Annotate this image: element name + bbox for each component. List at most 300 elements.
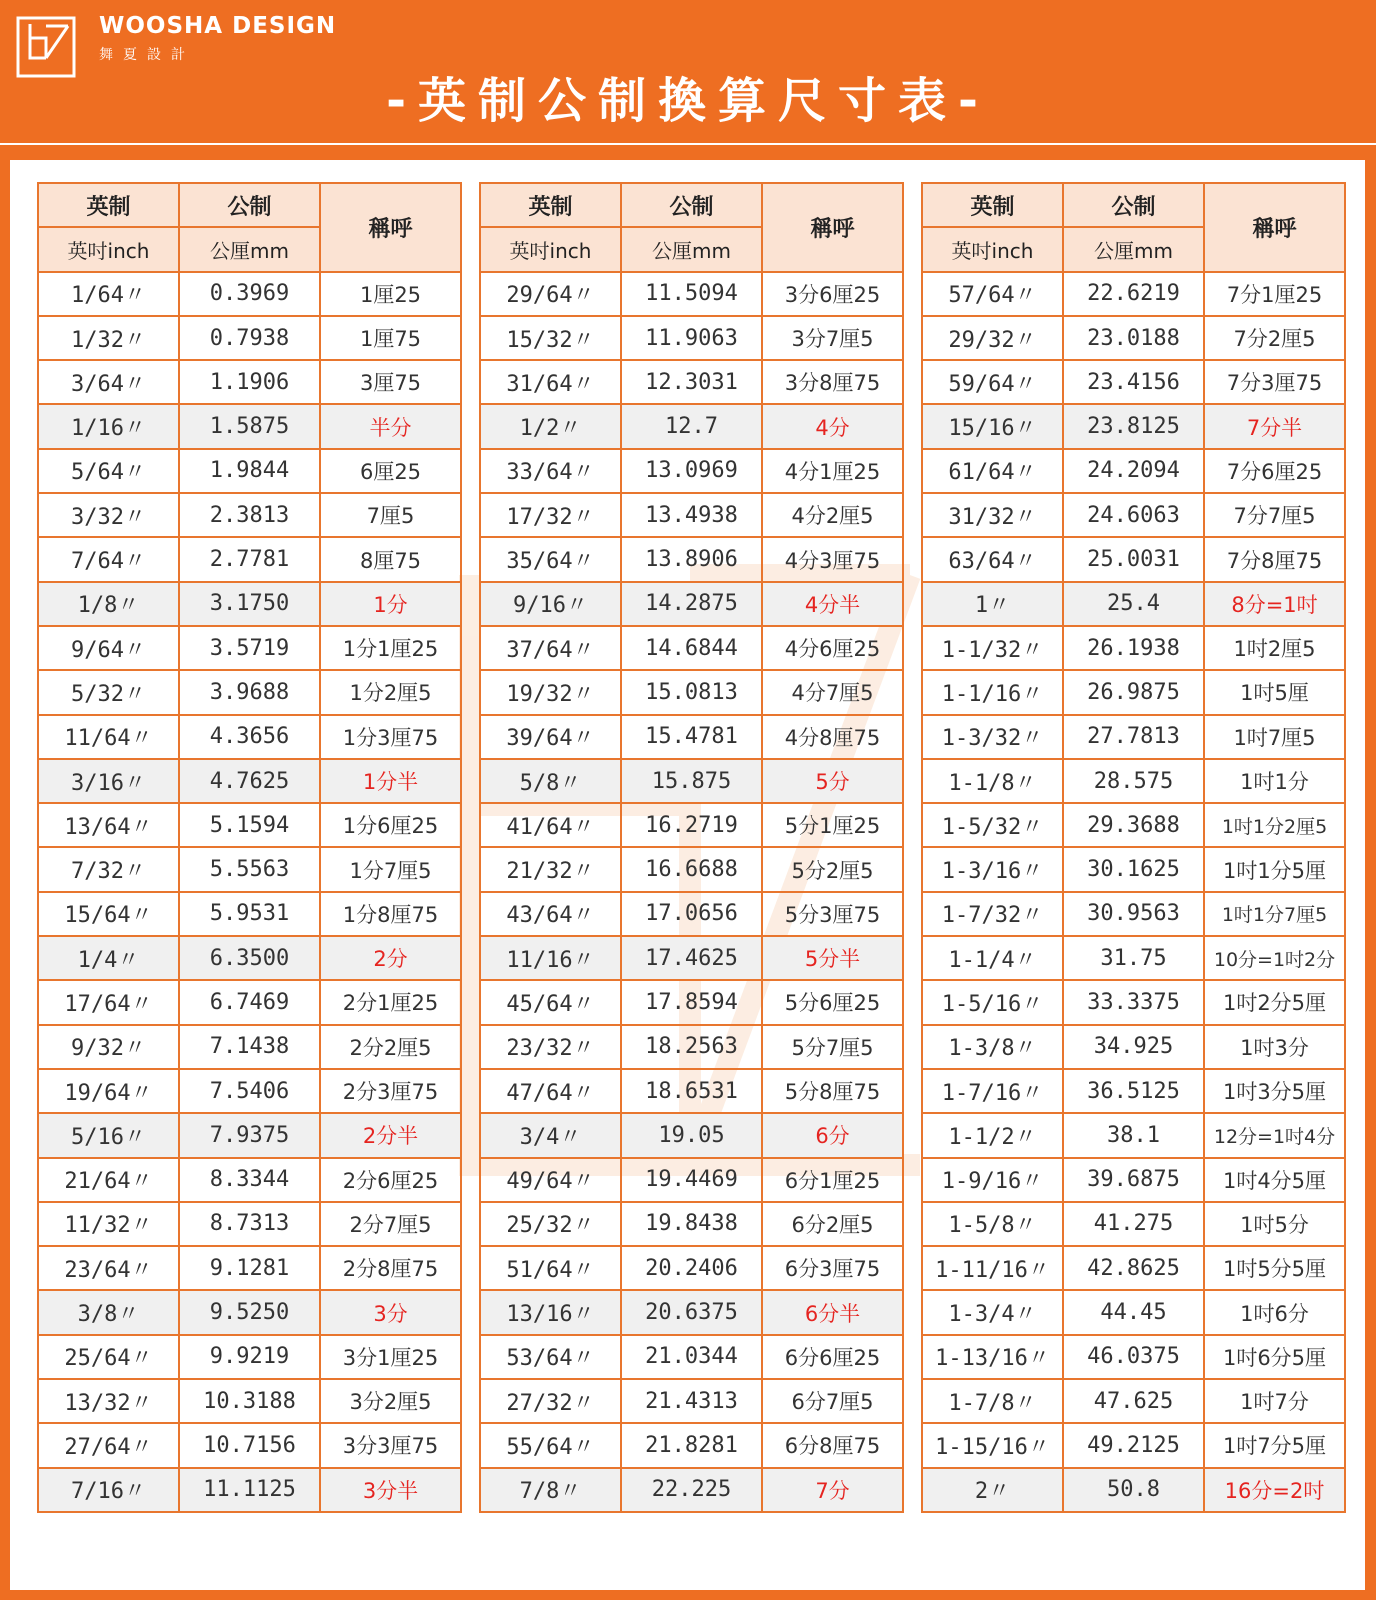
table-row [480,493,903,537]
inch-cell: 1/32〃 [38,316,179,360]
mm-cell: 15.4781 [621,715,762,759]
common-name-cell: 1分3厘75 [320,715,461,759]
mm-cell: 2.7781 [179,537,320,581]
inch-cell: 1/8〃 [38,582,179,626]
table-row [922,1069,1345,1113]
table-row [922,847,1345,891]
mm-cell: 17.0656 [621,892,762,936]
table-row [480,1202,903,1246]
mm-cell: 5.5563 [179,847,320,891]
common-name-cell: 6分7厘5 [762,1379,903,1423]
common-name-cell: 6分1厘25 [762,1158,903,1202]
brand-name: WOOSHA DESIGN [99,13,337,39]
common-name-cell: 3分8厘75 [762,360,903,404]
inch-cell: 53/64〃 [480,1335,621,1379]
common-name-cell: 7分7厘5 [1204,493,1345,537]
mm-cell: 9.5250 [179,1290,320,1334]
inch-cell: 33/64〃 [480,449,621,493]
common-name-cell: 7厘5 [320,493,461,537]
common-name-cell: 1分8厘75 [320,892,461,936]
mm-cell: 1.9844 [179,449,320,493]
header-common-name: 稱呼 [762,183,903,272]
mm-cell: 46.0375 [1063,1335,1204,1379]
common-name-cell: 7分 [762,1468,903,1512]
header-imperial: 英制 [480,183,621,227]
mm-cell: 4.7625 [179,759,320,803]
mm-cell: 15.875 [621,759,762,803]
table-row [38,1158,461,1202]
inch-cell: 27/32〃 [480,1379,621,1423]
table-row [38,803,461,847]
mm-cell: 49.2125 [1063,1423,1204,1467]
inch-cell: 25/32〃 [480,1202,621,1246]
common-name-cell: 1吋6分 [1204,1290,1345,1334]
mm-cell: 13.0969 [621,449,762,493]
table-row [922,1025,1345,1069]
table-row [480,626,903,670]
table-row [480,1290,903,1334]
common-name-cell: 5分2厘5 [762,847,903,891]
table-row [480,360,903,404]
common-name-cell: 3分2厘5 [320,1379,461,1423]
table-row [922,1290,1345,1334]
table-row [922,582,1345,626]
inch-cell: 11/16〃 [480,936,621,980]
table-row [922,404,1345,448]
mm-cell: 9.1281 [179,1246,320,1290]
inch-cell: 1-7/32〃 [922,892,1063,936]
inch-cell: 25/64〃 [38,1335,179,1379]
inch-cell: 1-1/16〃 [922,670,1063,714]
mm-cell: 12.3031 [621,360,762,404]
common-name-cell: 3分1厘25 [320,1335,461,1379]
common-name-cell: 6分3厘75 [762,1246,903,1290]
inch-cell: 3/4〃 [480,1113,621,1157]
inch-cell: 2〃 [922,1468,1063,1512]
inch-cell: 29/64〃 [480,272,621,316]
inch-cell: 13/64〃 [38,803,179,847]
table-row [922,980,1345,1024]
mm-cell: 21.8281 [621,1423,762,1467]
table-row [480,1379,903,1423]
table-row [38,537,461,581]
page-title: -英制公制換算尺寸表- [386,73,990,129]
inch-cell: 61/64〃 [922,449,1063,493]
table-row [922,537,1345,581]
mm-cell: 31.75 [1063,936,1204,980]
mm-cell: 5.9531 [179,892,320,936]
mm-cell: 6.7469 [179,980,320,1024]
inch-cell: 7/64〃 [38,537,179,581]
table-row [922,759,1345,803]
inch-cell: 3/64〃 [38,360,179,404]
inch-cell: 17/64〃 [38,980,179,1024]
table-row [922,1202,1345,1246]
table-row [480,670,903,714]
inch-cell: 1-11/16〃 [922,1246,1063,1290]
header-mm: 公厘mm [1063,227,1204,271]
inch-cell: 55/64〃 [480,1423,621,1467]
header-metric: 公制 [179,183,320,227]
inch-cell: 15/32〃 [480,316,621,360]
common-name-cell: 3分3厘75 [320,1423,461,1467]
mm-cell: 8.7313 [179,1202,320,1246]
inch-cell: 15/64〃 [38,892,179,936]
inch-cell: 3/16〃 [38,759,179,803]
common-name-cell: 半分 [320,404,461,448]
common-name-cell: 7分6厘25 [1204,449,1345,493]
table-row [480,449,903,493]
mm-cell: 10.7156 [179,1423,320,1467]
common-name-cell: 7分3厘75 [1204,360,1345,404]
table-row [480,892,903,936]
inch-cell: 11/64〃 [38,715,179,759]
table-row [480,980,903,1024]
inch-cell: 1-1/2〃 [922,1113,1063,1157]
mm-cell: 11.5094 [621,272,762,316]
mm-cell: 27.7813 [1063,715,1204,759]
inch-cell: 1-5/16〃 [922,980,1063,1024]
mm-cell: 26.1938 [1063,626,1204,670]
table-row [38,1468,461,1512]
table-row [922,360,1345,404]
table-row [38,1069,461,1113]
mm-cell: 34.925 [1063,1025,1204,1069]
table-row [922,670,1345,714]
table-row [480,1423,903,1467]
mm-cell: 20.2406 [621,1246,762,1290]
common-name-cell: 1吋7分5厘 [1204,1423,1345,1467]
inch-cell: 1-3/16〃 [922,847,1063,891]
inch-cell: 39/64〃 [480,715,621,759]
table-row [38,670,461,714]
common-name-cell: 1吋1分2厘5 [1204,803,1345,847]
common-name-cell: 5分1厘25 [762,803,903,847]
header-imperial: 英制 [38,183,179,227]
table-row [480,847,903,891]
common-name-cell: 4分8厘75 [762,715,903,759]
common-name-cell: 1吋5分 [1204,1202,1345,1246]
mm-cell: 20.6375 [621,1290,762,1334]
inch-cell: 1-15/16〃 [922,1423,1063,1467]
table-row [38,582,461,626]
mm-cell: 41.275 [1063,1202,1204,1246]
common-name-cell: 7分2厘5 [1204,316,1345,360]
common-name-cell: 1吋7分 [1204,1379,1345,1423]
mm-cell: 24.2094 [1063,449,1204,493]
table-row [922,1158,1345,1202]
mm-cell: 5.1594 [179,803,320,847]
mm-cell: 12.7 [621,404,762,448]
header-inch: 英吋inch [38,227,179,271]
common-name-cell: 6厘25 [320,449,461,493]
brand-subtitle: 舞夏設計 [99,47,195,63]
common-name-cell: 4分2厘5 [762,493,903,537]
table-row [38,936,461,980]
mm-cell: 30.9563 [1063,892,1204,936]
common-name-cell: 5分7厘5 [762,1025,903,1069]
inch-cell: 1-5/8〃 [922,1202,1063,1246]
inch-cell: 59/64〃 [922,360,1063,404]
inch-cell: 1〃 [922,582,1063,626]
mm-cell: 14.2875 [621,582,762,626]
table-row [480,404,903,448]
common-name-cell: 7分半 [1204,404,1345,448]
mm-cell: 7.9375 [179,1113,320,1157]
common-name-cell: 2分3厘75 [320,1069,461,1113]
conversion-table-1 [37,182,462,1513]
common-name-cell: 7分1厘25 [1204,272,1345,316]
mm-cell: 33.3375 [1063,980,1204,1024]
common-name-cell: 5分3厘75 [762,892,903,936]
table-row [922,1246,1345,1290]
table-row [480,715,903,759]
table-row [480,272,903,316]
common-name-cell: 1吋1分 [1204,759,1345,803]
inch-cell: 1/4〃 [38,936,179,980]
inch-cell: 7/8〃 [480,1468,621,1512]
inch-cell: 5/8〃 [480,759,621,803]
mm-cell: 22.6219 [1063,272,1204,316]
mm-cell: 2.3813 [179,493,320,537]
inch-cell: 1-1/32〃 [922,626,1063,670]
common-name-cell: 3分7厘5 [762,316,903,360]
common-name-cell: 16分=2吋 [1204,1468,1345,1512]
mm-cell: 21.0344 [621,1335,762,1379]
inch-cell: 23/64〃 [38,1246,179,1290]
table-row [38,272,461,316]
table-row [480,582,903,626]
inch-cell: 1-13/16〃 [922,1335,1063,1379]
common-name-cell: 1厘75 [320,316,461,360]
table-row [922,1113,1345,1157]
common-name-cell: 5分8厘75 [762,1069,903,1113]
common-name-cell: 4分半 [762,582,903,626]
common-name-cell: 7分8厘75 [1204,537,1345,581]
common-name-cell: 6分8厘75 [762,1423,903,1467]
common-name-cell: 1分7厘5 [320,847,461,891]
table-row [38,847,461,891]
table-row [922,715,1345,759]
table-row [922,626,1345,670]
conversion-table-2 [479,182,904,1513]
inch-cell: 1-7/16〃 [922,1069,1063,1113]
mm-cell: 7.1438 [179,1025,320,1069]
table-row [480,759,903,803]
common-name-cell: 2分7厘5 [320,1202,461,1246]
header-common-name: 稱呼 [320,183,461,272]
common-name-cell: 8厘75 [320,537,461,581]
mm-cell: 1.1906 [179,360,320,404]
inch-cell: 3/8〃 [38,1290,179,1334]
table-row [480,1468,903,1512]
common-name-cell: 1吋2厘5 [1204,626,1345,670]
common-name-cell: 1分半 [320,759,461,803]
inch-cell: 13/32〃 [38,1379,179,1423]
inch-cell: 19/32〃 [480,670,621,714]
mm-cell: 23.4156 [1063,360,1204,404]
table-row [922,272,1345,316]
header-imperial: 英制 [922,183,1063,227]
inch-cell: 9/32〃 [38,1025,179,1069]
table-row [38,892,461,936]
inch-cell: 11/32〃 [38,1202,179,1246]
mm-cell: 26.9875 [1063,670,1204,714]
common-name-cell: 2分6厘25 [320,1158,461,1202]
mm-cell: 3.5719 [179,626,320,670]
common-name-cell: 2分半 [320,1113,461,1157]
mm-cell: 23.0188 [1063,316,1204,360]
table-row [480,1113,903,1157]
common-name-cell: 1吋5厘 [1204,670,1345,714]
mm-cell: 13.4938 [621,493,762,537]
table-row [922,1423,1345,1467]
inch-cell: 19/64〃 [38,1069,179,1113]
inch-cell: 1/64〃 [38,272,179,316]
table-row [38,360,461,404]
common-name-cell: 8分=1吋 [1204,582,1345,626]
mm-cell: 7.5406 [179,1069,320,1113]
inch-cell: 23/32〃 [480,1025,621,1069]
table-row [38,493,461,537]
inch-cell: 17/32〃 [480,493,621,537]
common-name-cell: 2分1厘25 [320,980,461,1024]
table-row [38,1202,461,1246]
inch-cell: 41/64〃 [480,803,621,847]
common-name-cell: 5分 [762,759,903,803]
mm-cell: 13.8906 [621,537,762,581]
mm-cell: 18.2563 [621,1025,762,1069]
inch-cell: 27/64〃 [38,1423,179,1467]
mm-cell: 47.625 [1063,1379,1204,1423]
common-name-cell: 2分8厘75 [320,1246,461,1290]
inch-cell: 1-3/8〃 [922,1025,1063,1069]
table-row [38,759,461,803]
inch-cell: 51/64〃 [480,1246,621,1290]
header-inch: 英吋inch [922,227,1063,271]
inch-cell: 1-7/8〃 [922,1379,1063,1423]
mm-cell: 21.4313 [621,1379,762,1423]
common-name-cell: 1吋1分5厘 [1204,847,1345,891]
table-row [922,449,1345,493]
inch-cell: 5/64〃 [38,449,179,493]
table-row [922,1335,1345,1379]
table-row [480,1069,903,1113]
common-name-cell: 1分1厘25 [320,626,461,670]
common-name-cell: 1分2厘5 [320,670,461,714]
mm-cell: 42.8625 [1063,1246,1204,1290]
mm-cell: 22.225 [621,1468,762,1512]
common-name-cell: 4分3厘75 [762,537,903,581]
mm-cell: 1.5875 [179,404,320,448]
inch-cell: 21/64〃 [38,1158,179,1202]
mm-cell: 6.3500 [179,936,320,980]
mm-cell: 25.0031 [1063,537,1204,581]
mm-cell: 28.575 [1063,759,1204,803]
inch-cell: 1-1/8〃 [922,759,1063,803]
table-row [480,1025,903,1069]
inch-cell: 1/16〃 [38,404,179,448]
common-name-cell: 1吋1分7厘5 [1204,892,1345,936]
mm-cell: 10.3188 [179,1379,320,1423]
header-inch: 英吋inch [480,227,621,271]
common-name-cell: 6分6厘25 [762,1335,903,1379]
inch-cell: 57/64〃 [922,272,1063,316]
mm-cell: 11.1125 [179,1468,320,1512]
common-name-cell: 5分6厘25 [762,980,903,1024]
table-row [38,1423,461,1467]
table-row [38,1290,461,1334]
table-row [922,803,1345,847]
inch-cell: 7/16〃 [38,1468,179,1512]
common-name-cell: 6分2厘5 [762,1202,903,1246]
table-row [38,316,461,360]
common-name-cell: 4分1厘25 [762,449,903,493]
mm-cell: 8.3344 [179,1158,320,1202]
mm-cell: 14.6844 [621,626,762,670]
mm-cell: 18.6531 [621,1069,762,1113]
table-row [480,803,903,847]
inch-cell: 5/32〃 [38,670,179,714]
common-name-cell: 6分 [762,1113,903,1157]
common-name-cell: 12分=1吋4分 [1204,1113,1345,1157]
common-name-cell: 1吋7厘5 [1204,715,1345,759]
table-row [922,316,1345,360]
inch-cell: 63/64〃 [922,537,1063,581]
common-name-cell: 1吋2分5厘 [1204,980,1345,1024]
table-row [922,1468,1345,1512]
common-name-cell: 3分半 [320,1468,461,1512]
table-row [38,404,461,448]
mm-cell: 19.05 [621,1113,762,1157]
mm-cell: 38.1 [1063,1113,1204,1157]
common-name-cell: 1吋3分 [1204,1025,1345,1069]
common-name-cell: 1吋4分5厘 [1204,1158,1345,1202]
mm-cell: 16.6688 [621,847,762,891]
inch-cell: 1-9/16〃 [922,1158,1063,1202]
inch-cell: 3/32〃 [38,493,179,537]
table-row [480,1158,903,1202]
table-row [922,493,1345,537]
inch-cell: 1-3/4〃 [922,1290,1063,1334]
inch-cell: 43/64〃 [480,892,621,936]
common-name-cell: 5分半 [762,936,903,980]
table-row [922,892,1345,936]
common-name-cell: 10分=1吋2分 [1204,936,1345,980]
inch-cell: 21/32〃 [480,847,621,891]
inch-cell: 15/16〃 [922,404,1063,448]
mm-cell: 30.1625 [1063,847,1204,891]
inch-cell: 13/16〃 [480,1290,621,1334]
inch-cell: 35/64〃 [480,537,621,581]
mm-cell: 0.7938 [179,316,320,360]
header-mm: 公厘mm [179,227,320,271]
mm-cell: 3.1750 [179,582,320,626]
inch-cell: 1/2〃 [480,404,621,448]
table-row [922,936,1345,980]
mm-cell: 29.3688 [1063,803,1204,847]
table-row [480,936,903,980]
common-name-cell: 4分7厘5 [762,670,903,714]
inch-cell: 5/16〃 [38,1113,179,1157]
table-row [480,316,903,360]
table-row [38,449,461,493]
inch-cell: 9/64〃 [38,626,179,670]
common-name-cell: 3厘75 [320,360,461,404]
mm-cell: 50.8 [1063,1468,1204,1512]
header-divider [0,143,1376,145]
header [0,0,1376,145]
